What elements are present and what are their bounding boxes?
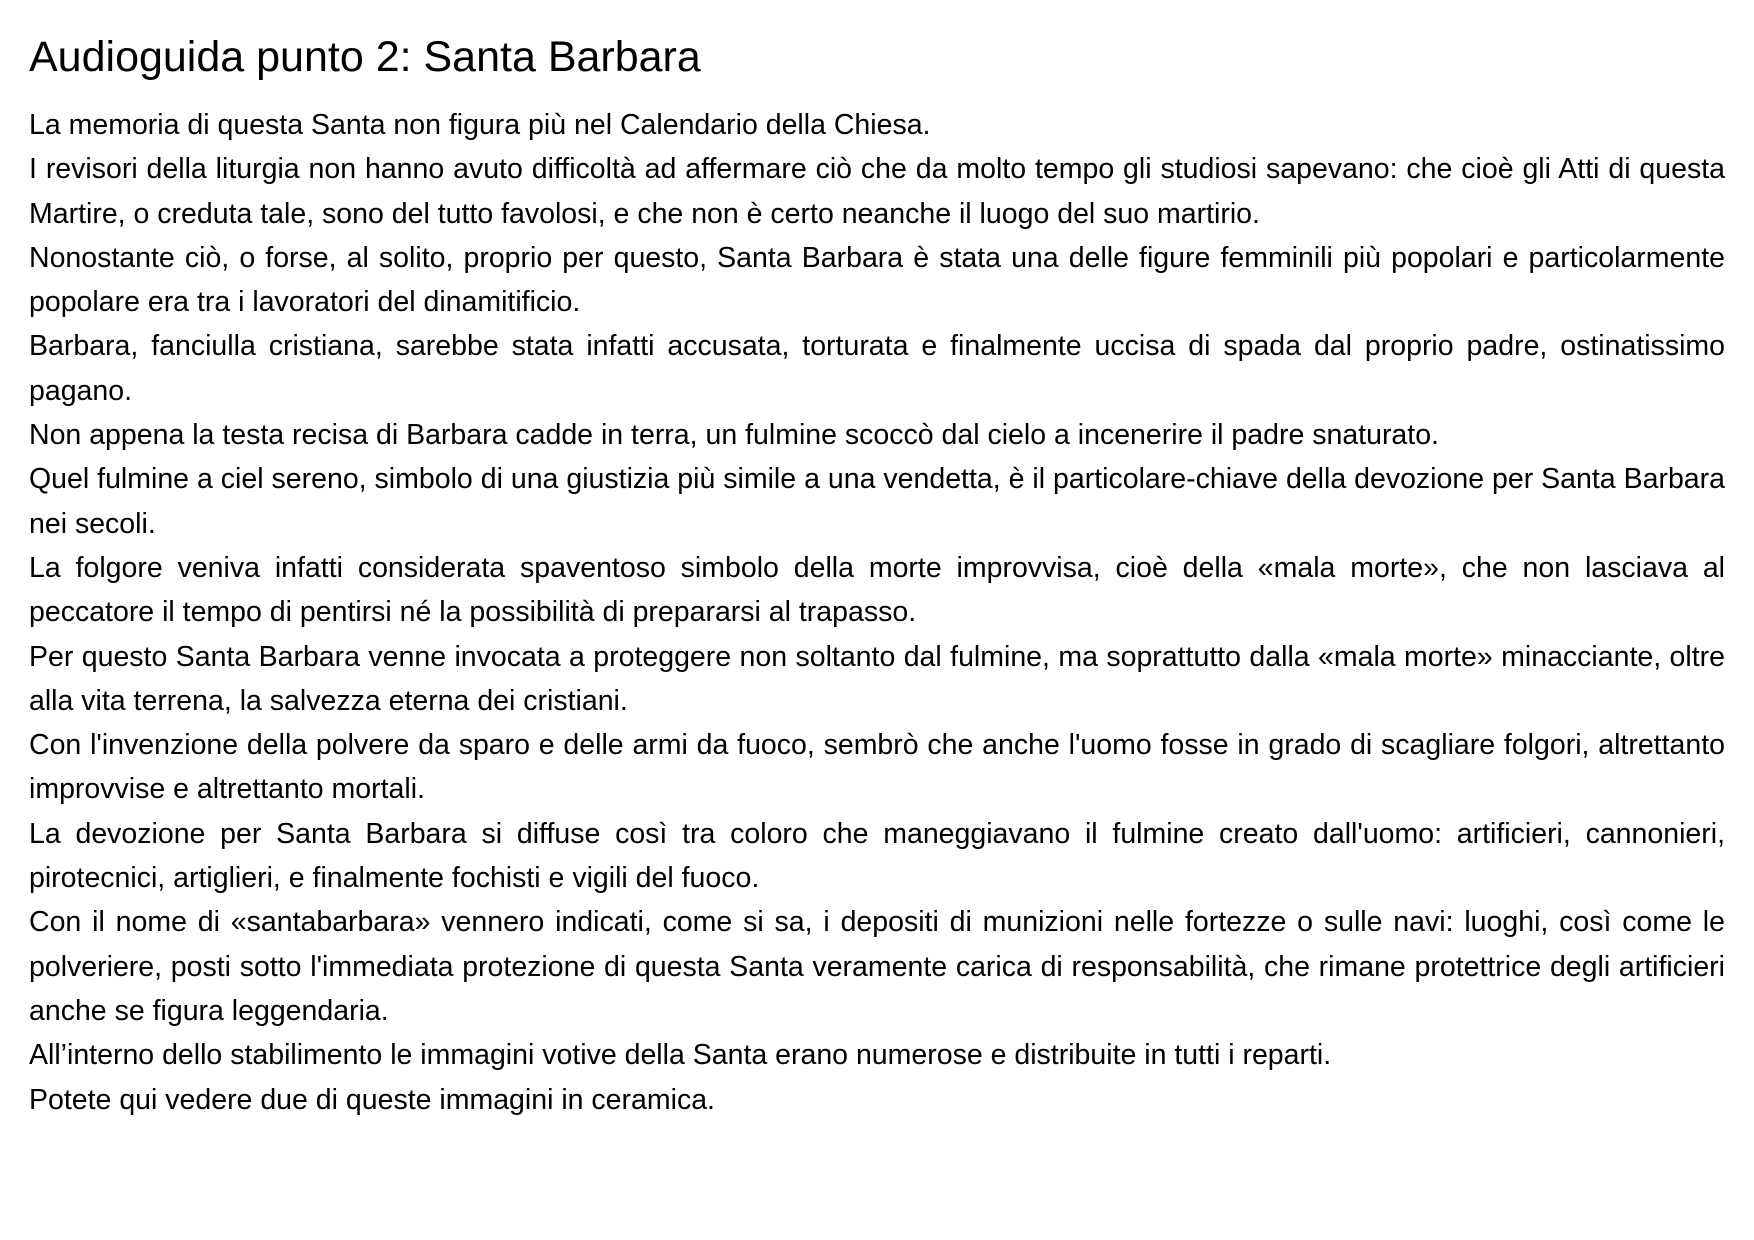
paragraph-3: Nonostante ciò, o forse, al solito, proprio per questo, Santa Barbara è stata una delle figure femminili più popolari e particolarmente popolare era tra i lavoratori del dinamitificio. xyxy=(29,241,1725,319)
paragraph-2: I revisori della liturgia non hanno avuto difficoltà ad affermare ciò che da molto tempo gli studiosi sapevano: che cioè gli Atti di questa Martire, o creduta tale, sono del tutto favolosi, e che non è certo neanche il luogo del suo martirio. xyxy=(29,153,1725,230)
paragraph-11: Con il nome di «santabarbara» vennero indicati, come si sa, i depositi di munizioni nelle fortezze o sulle navi: luoghi, così come le polveriere, posti sotto l'immediata protezione di questa Santa veramente carica di responsabilità, che rimane protettrice degli artificieri anche se figura leggendaria. xyxy=(29,906,1725,1027)
paragraph-4: Barbara, fanciulla cristiana, sarebbe stata infatti accusata, torturata e finalmente uccisa di spada dal proprio padre, ostinatissimo pagano. xyxy=(29,330,1725,407)
paragraph-10: La devozione per Santa Barbara si diffuse così tra coloro che maneggiavano il fulmine creato dall'uomo: artificieri, cannonieri, pirotecnici, artiglieri, e finalmente fochisti e vigili del fuoco. xyxy=(29,817,1725,895)
page-title: Audioguida punto 2: Santa Barbara xyxy=(29,33,701,81)
document-body xyxy=(29,103,1725,1122)
paragraph-6: Quel fulmine a ciel sereno, simbolo di una giustizia più simile a una vendetta, è il particolare-chiave della devozione per Santa Barbara nei secoli. xyxy=(29,463,1725,540)
paragraph-8: Per questo Santa Barbara venne invocata a proteggere non soltanto dal fulmine, ma soprattutto dalla «mala morte» minacciante, oltre alla vita terrena, la salvezza eterna dei cristiani. xyxy=(29,640,1725,717)
paragraph-12: All’interno dello stabilimento le immagini votive della Santa erano numerose e distribuite in tutti i reparti. xyxy=(29,1039,1332,1072)
paragraph-9: Con l'invenzione della polvere da sparo e delle armi da fuoco, sembrò che anche l'uomo fosse in grado di scagliare folgori, altrettanto improvvise e altrettanto mortali. xyxy=(29,729,1725,806)
document-page xyxy=(29,28,1725,1122)
paragraph-1: La memoria di questa Santa non figura più nel Calendario della Chiesa. xyxy=(29,109,931,141)
paragraph-13: Potete qui vedere due di queste immagini in ceramica. xyxy=(29,1083,715,1116)
paragraph-5: Non appena la testa recisa di Barbara cadde in terra, un fulmine scoccò dal cielo a incenerire il padre snaturato. xyxy=(29,419,1439,452)
paragraph-7: La folgore veniva infatti considerata spaventoso simbolo della morte improvvisa, cioè della «mala morte», che non lasciava al peccatore il tempo di pentirsi né la possibilità di prepararsi al trapasso. xyxy=(29,551,1725,629)
